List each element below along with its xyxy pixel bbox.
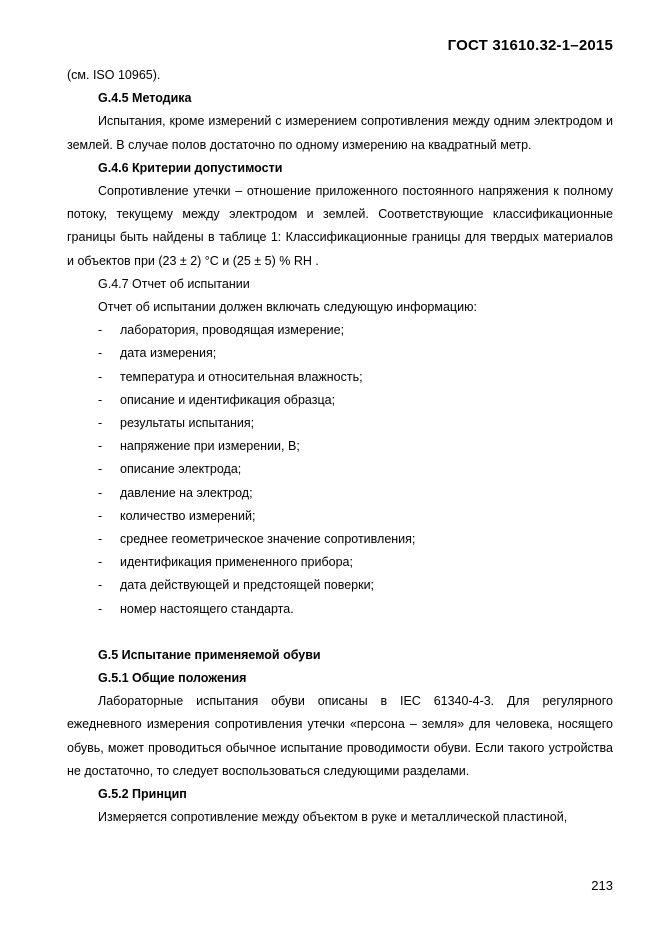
document-id-header: ГОСТ 31610.32-1–2015 — [447, 37, 613, 54]
list-item-text: номер настоящего стандарта. — [120, 601, 294, 616]
list-item-text: количество измерений; — [120, 508, 256, 523]
list-item — [67, 551, 613, 574]
list-item — [67, 505, 613, 528]
list-item — [67, 412, 613, 435]
list-item — [67, 528, 613, 551]
list-item-text: идентификация примененного прибора; — [120, 555, 353, 570]
section-spacer — [67, 621, 613, 644]
list-item — [67, 458, 613, 481]
list-item-text: давление на электрод; — [120, 485, 253, 500]
paragraph-general: Лабораторные испытания обуви описаны в IEC 61340-4-3. Для регулярного ежедневного измерения сопротивления утечки «персона – земля» для человека, носящего обувь, может проводиться обычное испытание проводимости обуви. Если такого устройства не достаточно, то следует воспользоваться следующими разделами. — [67, 694, 613, 778]
paragraph-principle: Измеряется сопротивление между объектом в руке и металлической пластиной, — [98, 810, 568, 825]
list-item — [67, 435, 613, 458]
paragraph-criteria: Сопротивление утечки – отношение приложенного постоянного напряжения к полному потоку, текущему между электродом и землей. Соответствующие классификационные границы быть найдены в таблице 1: Классификационные границы для твердых материалов и объектов при (23 ± 2) °С и (25 ± 5) % RH . — [67, 184, 613, 268]
list-marker: - — [98, 439, 103, 454]
section-heading-g52: G.5.2 Принцип — [98, 787, 187, 802]
page-number: 213 — [591, 878, 613, 893]
list-item-text: описание и идентификация образца; — [120, 392, 336, 407]
list-marker: - — [98, 485, 103, 500]
list-item-text: напряжение при измерении, В; — [120, 439, 300, 454]
list-item — [67, 366, 613, 389]
list-item — [67, 342, 613, 365]
list-item-text: описание электрода; — [120, 462, 242, 477]
list-item-text: результаты испытания; — [120, 416, 255, 431]
list-marker: - — [98, 416, 103, 431]
section-heading-g51: G.5.1 Общие положения — [98, 671, 247, 686]
list-marker: - — [98, 555, 103, 570]
section-heading-g46: G.4.6 Критерии допустимости — [98, 160, 283, 175]
list-marker: - — [98, 369, 103, 384]
section-heading-g45: G.4.5 Методика — [98, 91, 192, 106]
list-item — [67, 574, 613, 597]
list-item — [67, 598, 613, 621]
list-marker: - — [98, 346, 103, 361]
list-marker: - — [98, 601, 103, 616]
list-marker: - — [98, 323, 103, 338]
list-item-text: среднее геометрическое значение сопротивления; — [120, 532, 416, 547]
list-marker: - — [98, 392, 103, 407]
list-marker: - — [98, 532, 103, 547]
section-heading-g47: G.4.7 Отчет об испытании — [98, 276, 250, 291]
list-item — [67, 319, 613, 342]
list-item-text: температура и относительная влажность; — [120, 369, 363, 384]
paragraph-report-intro: Отчет об испытании должен включать следующую информацию: — [98, 300, 477, 315]
page-content — [67, 64, 613, 830]
list-marker: - — [98, 508, 103, 523]
list-item-text: дата действующей и предстоящей поверки; — [120, 578, 375, 593]
paragraph-reference: (см. ISO 10965). — [67, 68, 161, 82]
list-item-text: лаборатория, проводящая измерение; — [120, 323, 345, 338]
list-marker: - — [98, 578, 103, 593]
report-requirements-list — [67, 319, 613, 621]
section-heading-g5: G.5 Испытание применяемой обуви — [98, 647, 321, 662]
list-item-text: дата измерения; — [120, 346, 217, 361]
list-item — [67, 389, 613, 412]
list-item — [67, 482, 613, 505]
list-marker: - — [98, 462, 103, 477]
paragraph-method: Испытания, кроме измерений с измерением сопротивления между одним электродом и землей. В случае полов достаточно по одному измерению на квадратный метр. — [67, 114, 613, 152]
